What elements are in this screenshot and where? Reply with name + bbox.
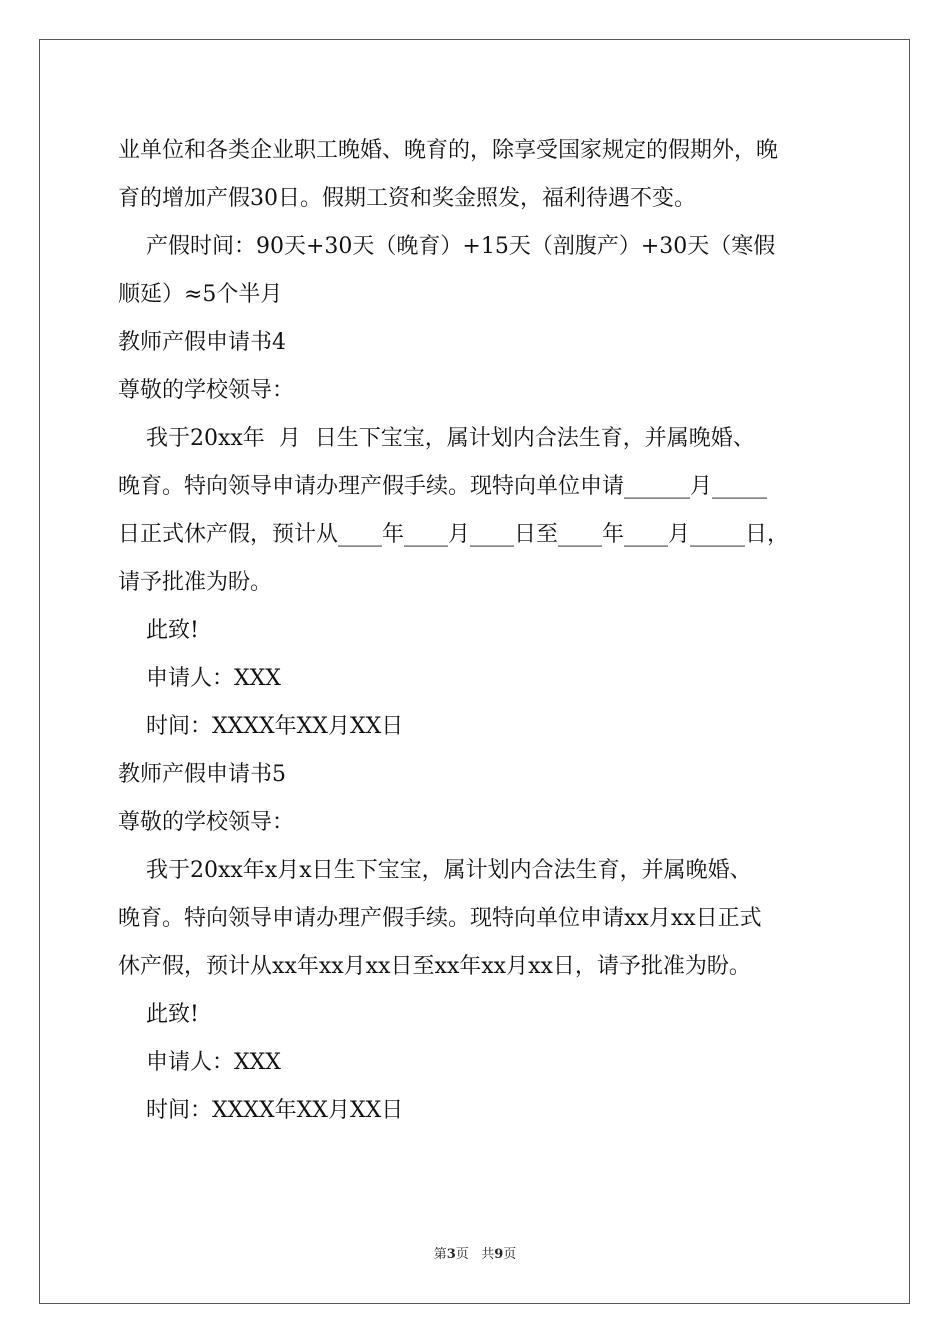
total-prefix: 共 [481, 1247, 495, 1262]
applicant: 申请人：XXX [118, 1050, 281, 1075]
text-line: 晚育。特向领导申请办理产假手续。现特向单位申请______月_____ [118, 474, 768, 499]
total-suffix: 页 [503, 1247, 517, 1262]
text-line: 顺延）≈5个半月 [118, 282, 283, 307]
text-line: 育的增加产假30日。假期工资和奖金照发，福利待遇不变。 [118, 186, 696, 211]
page-suffix: 页 [455, 1247, 469, 1262]
current-page: 3 [446, 1247, 456, 1262]
section-title: 教师产假申请书5 [118, 762, 286, 787]
text-line: 我于20xx年 月 日生下宝宝，属计划内合法生育，并属晚婚、 [118, 426, 755, 451]
closing: 此致! [118, 618, 199, 643]
document-body [118, 127, 838, 1135]
date-line: 时间：XXXX年XX月XX日 [118, 714, 404, 739]
text-line: 晚育。特向领导申请办理产假手续。现特向单位申请xx月xx日正式 [118, 906, 762, 931]
total-pages: 9 [494, 1247, 504, 1262]
section-title: 教师产假申请书4 [118, 330, 286, 355]
text-line: 产假时间：90天+30天（晚育）+15天（剖腹产）+30天（寒假 [118, 234, 776, 259]
closing: 此致! [118, 1002, 199, 1027]
page-prefix: 第 [433, 1247, 447, 1262]
text-line: 业单位和各类企业职工晚婚、晚育的，除享受国家规定的假期外，晚 [118, 138, 779, 163]
text-line: 日正式休产假，预计从____年____月____日至____年____月_____日， [118, 522, 790, 547]
date-line: 时间：XXXX年XX月XX日 [118, 1098, 404, 1123]
applicant: 申请人：XXX [118, 666, 281, 691]
text-line: 我于20xx年x月x日生下宝宝，属计划内合法生育，并属晚婚、 [118, 858, 752, 883]
text-line: 休产假，预计从xx年xx月xx日至xx年xx月xx日，请予批准为盼。 [118, 954, 751, 979]
text-line: 请予批准为盼。 [118, 570, 273, 595]
salutation: 尊敬的学校领导： [118, 378, 295, 403]
salutation: 尊敬的学校领导： [118, 810, 295, 835]
page-number-footer [0, 1243, 950, 1262]
